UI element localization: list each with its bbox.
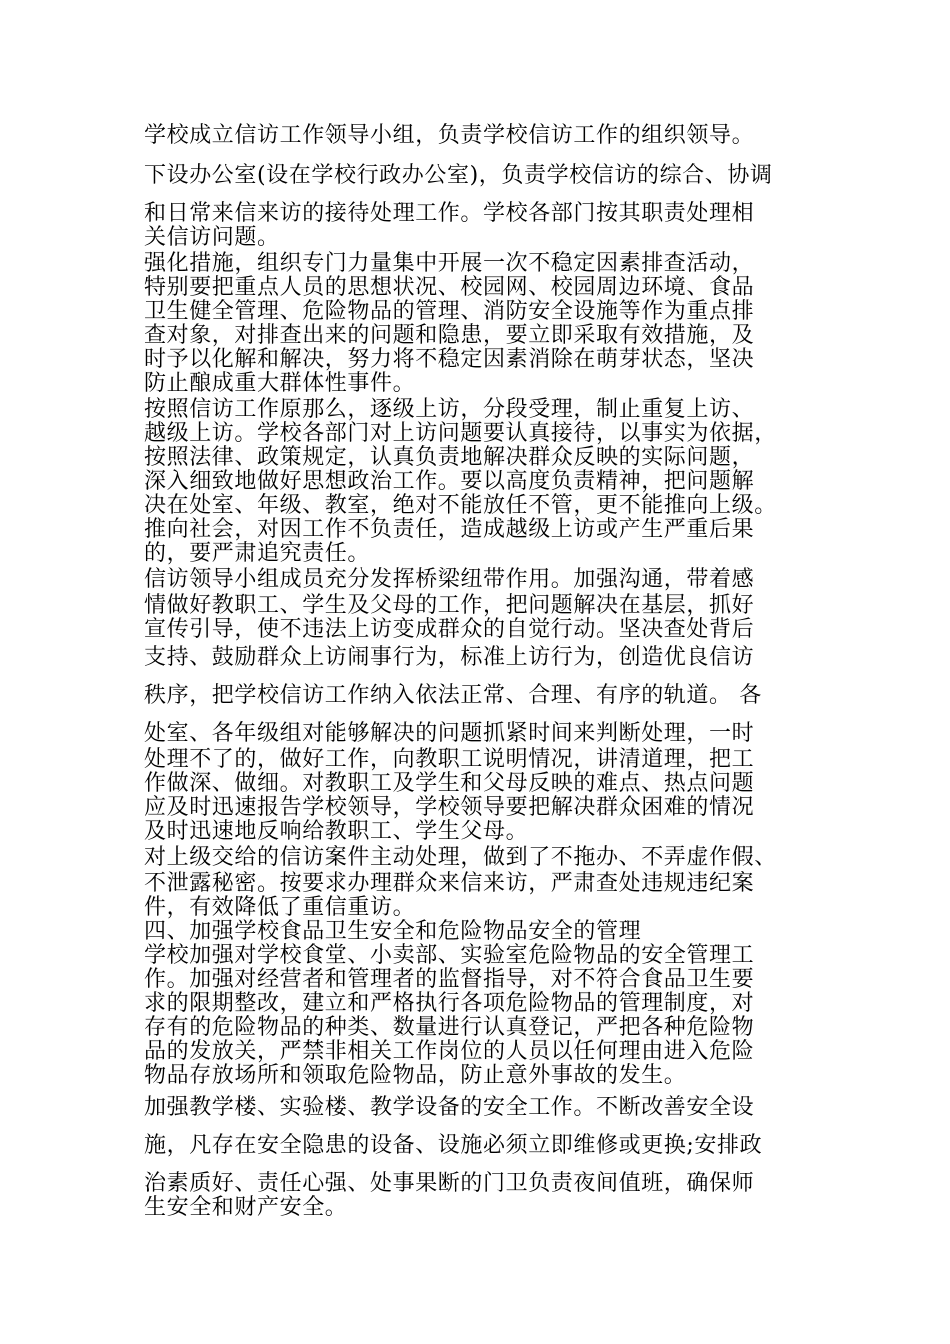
text-line: 宣传引导，使不违法上访变成群众的自觉行动。坚决查处背后 <box>144 617 755 642</box>
text-line: 下设办公室(设在学校行政办公室)，负责学校信访的综合、协调 <box>144 163 773 188</box>
text-line: 学校加强对学校食堂、小卖部、实验室危险物品的安全管理工 <box>144 943 755 968</box>
text-line: 物品存放场所和领取危险物品，防止意外事故的发生。 <box>144 1063 687 1088</box>
text-line: 生安全和财产安全。 <box>144 1195 348 1220</box>
text-line: 作。加强对经营者和管理者的监督指导，对不符合食品卫生要 <box>144 967 755 992</box>
text-line: 时予以化解和解决，努力将不稳定因素消除在萌芽状态，坚决 <box>144 347 755 372</box>
text-line: 加强教学楼、实验楼、教学设备的安全工作。不断改善安全设 <box>144 1095 755 1120</box>
text-line: 关信访问题。 <box>144 225 280 250</box>
text-line: 对上级交给的信访案件主动处理，做到了不拖办、不弄虚作假、 <box>144 845 777 870</box>
text-line: 查对象，对排查出来的问题和隐患，要立即采取有效措施，及 <box>144 323 755 348</box>
text-line: 施，凡存在安全隐患的设备、设施必须立即维修或更换;安排政 <box>144 1133 763 1158</box>
section-heading: 四、加强学校食品卫生安全和危险物品安全的管理 <box>144 919 642 944</box>
text-line: 卫生健全管理、危险物品的管理、消防安全设施等作为重点排 <box>144 299 755 324</box>
text-line: 件，有效降低了重信重访。 <box>144 895 416 920</box>
text-line: 推向社会，对因工作不负责任，造成越级上访或产生严重后果 <box>144 517 755 542</box>
text-line: 强化措施，组织专门力量集中开展一次不稳定因素排查活动， <box>144 251 755 276</box>
text-line: 和日常来信来访的接待处理工作。学校各部门按其职责处理相 <box>144 201 755 226</box>
text-line: 学校成立信访工作领导小组，负责学校信访工作的组织领导。 <box>144 123 755 148</box>
text-line: 按照信访工作原那么，逐级上访，分段受理，制止重复上访、 <box>144 397 755 422</box>
text-line: 越级上访。学校各部门对上访问题要认真接待，以事实为依据， <box>144 421 777 446</box>
text-line: 按照法律、政策规定，认真负责地解决群众反映的实际问题， <box>144 445 755 470</box>
text-line: 信访领导小组成员充分发挥桥梁纽带作用。加强沟通，带着感 <box>144 567 755 592</box>
text-line: 求的限期整改，建立和严格执行各项危险物品的管理制度，对 <box>144 991 755 1016</box>
text-line: 支持、鼓励群众上访闹事行为，标准上访行为，创造优良信访 <box>144 645 755 670</box>
text-line: 及时迅速地反响给教职工、学生父母。 <box>144 819 529 844</box>
text-line: 不泄露秘密。按要求办理群众来信来访，严肃查处违规违纪案 <box>144 871 755 896</box>
text-line: 防止酿成重大群体性事件。 <box>144 371 416 396</box>
text-line: 治素质好、责任心强、处事果断的门卫负责夜间值班，确保师 <box>144 1171 755 1196</box>
text-line: 情做好教职工、学生及父母的工作，把问题解决在基层，抓好 <box>144 593 755 618</box>
text-line: 应及时迅速报告学校领导，学校领导要把解决群众困难的情况 <box>144 795 755 820</box>
text-line: 作做深、做细。对教职工及学生和父母反映的难点、热点问题 <box>144 771 755 796</box>
text-line: 特别要把重点人员的思想状况、校园网、校园周边环境、食品 <box>144 275 755 300</box>
text-line: 深入细致地做好思想政治工作。要以高度负责精神，把问题解 <box>144 469 755 494</box>
text-line: 品的发放关，严禁非相关工作岗位的人员以任何理由进入危险 <box>144 1039 755 1064</box>
text-line: 处理不了的，做好工作，向教职工说明情况，讲清道理，把工 <box>144 747 755 772</box>
text-line: 决在处室、年级、教室，绝对不能放任不管，更不能推向上级。 <box>144 493 777 518</box>
text-line: 秩序，把学校信访工作纳入依法正常、合理、有序的轨道。 各 <box>144 683 762 708</box>
text-line: 存有的危险物品的种类、数量进行认真登记，严把各种危险物 <box>144 1015 755 1040</box>
text-line: 的，要严肃追究责任。 <box>144 541 371 566</box>
text-line: 处室、各年级组对能够解决的问题抓紧时间来判断处理，一时 <box>144 721 755 746</box>
